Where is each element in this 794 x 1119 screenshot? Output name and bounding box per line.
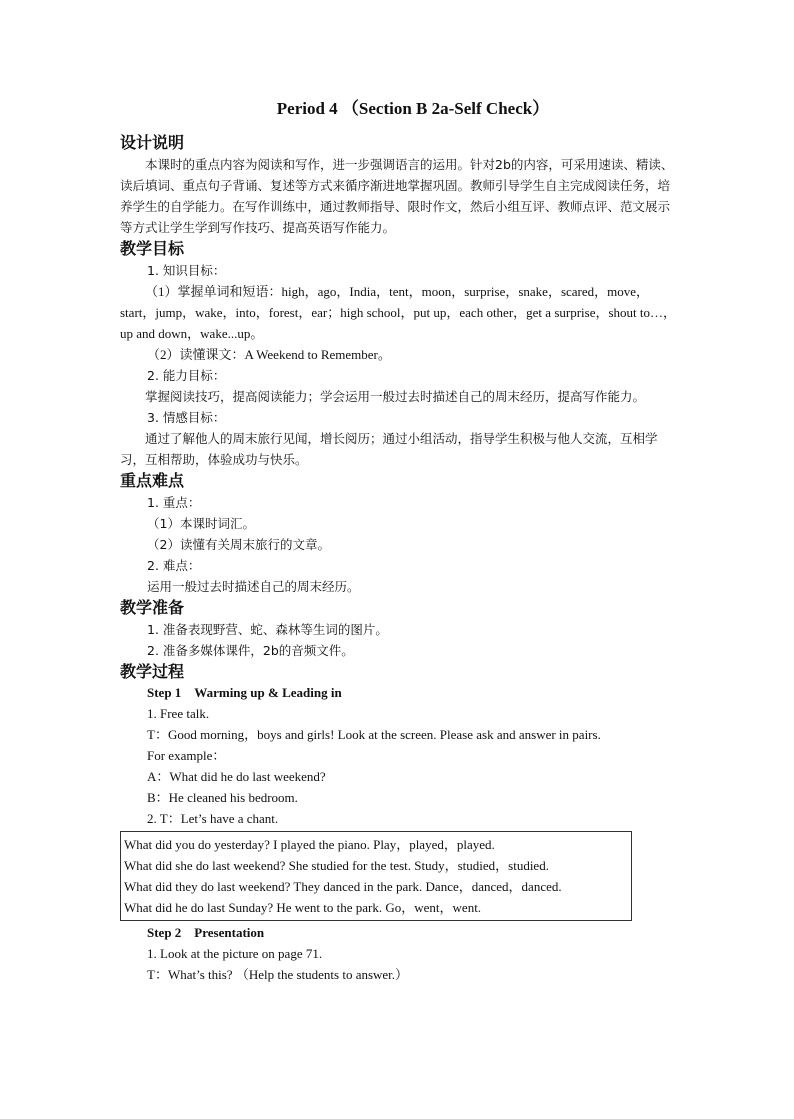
difficult-label: 2. 难点： [147,558,201,573]
difficult-text: 运用一般过去时描述自己的周末经历。 [147,579,360,594]
step1-line: 2. T：Let’s have a chant. [147,811,279,826]
key-item-1: （1）本课时词汇。 [147,516,255,531]
chant-line: What did they do last weekend? They danced in the park. Dance，danced，danced. [124,879,562,894]
knowledge-reading: （2）读懂课文：A Weekend to Remember。 [147,347,391,362]
step1-line: T：Good morning，boys and girls! Look at the screen. Please ask and answer in pairs. [147,727,601,742]
ability-label: 2. 能力目标： [147,368,226,383]
key-item-2: （2）读懂有关周末旅行的文章。 [147,537,330,552]
step1-title: Step 1 Warming up & Leading in [147,685,342,700]
key-label: 1. 重点： [147,495,201,510]
preparation-item-1: 1. 准备表现野营、蛇、森林等生词的图片。 [147,622,388,637]
knowledge-vocabulary: （1）掌握单词和短语：high，ago，India，tent，moon，surprise，snake，scared，move，start，jump，wake，into，forest，ear；high school，put up，each other，get a surprise，shout to…，up and down，wake...up。 [120,284,677,341]
chant-box [120,831,632,921]
document-page [120,96,676,985]
preparation-item-2: 2. 准备多媒体课件，2b的音频文件。 [147,643,354,658]
emotion-label: 3. 情感目标： [147,410,226,425]
chant-line: What did you do yesterday? I played the piano. Play，played，played. [124,837,495,852]
section-heading-key-points: 重点难点 [120,471,185,490]
step1-line: For example： [147,748,226,763]
step1-line: A：What did he do last weekend? [147,769,326,784]
step2-title: Step 2 Presentation [147,925,265,940]
emotion-text: 通过了解他人的周末旅行见闻，增长阅历；通过小组活动，指导学生积极与他人交流，互相学习，互相帮助，体验成功与快乐。 [120,431,658,467]
section-heading-design: 设计说明 [120,133,185,152]
section-heading-process: 教学过程 [120,662,185,681]
chant-line: What did she do last weekend? She studied for the test. Study，studied，studied. [124,858,549,873]
ability-text: 掌握阅读技巧，提高阅读能力；学会运用一般过去时描述自己的周末经历，提高写作能力。 [145,389,646,404]
step1-line: 1. Free talk. [147,706,210,721]
step2-line: 1. Look at the picture on page 71. [147,946,323,961]
step1-line: B：He cleaned his bedroom. [147,790,298,805]
section-heading-preparation: 教学准备 [120,598,185,617]
chant-line: What did he do last Sunday? He went to the park. Go，went，went. [124,900,482,915]
step2-line: T：What’s this? （Help the students to answer.） [147,967,409,982]
knowledge-label: 1. 知识目标： [147,263,226,278]
design-paragraph: 本课时的重点内容为阅读和写作，进一步强调语言的运用。针对2b的内容，可采用速读、精读、读后填词、重点句子背诵、复述等方式来循序渐进地掌握巩固。教师引导学生自主完成阅读任务，培养学生的自学能力。在写作训练中，通过教师指导、限时作文，然后小组互评、教师点评、范文展示等方式让学生学到写作技巧、提高英语写作能力。 [120,157,674,235]
section-heading-goals: 教学目标 [120,239,185,258]
page-title: Period 4 （Section B 2a-Self Check） [276,99,550,118]
